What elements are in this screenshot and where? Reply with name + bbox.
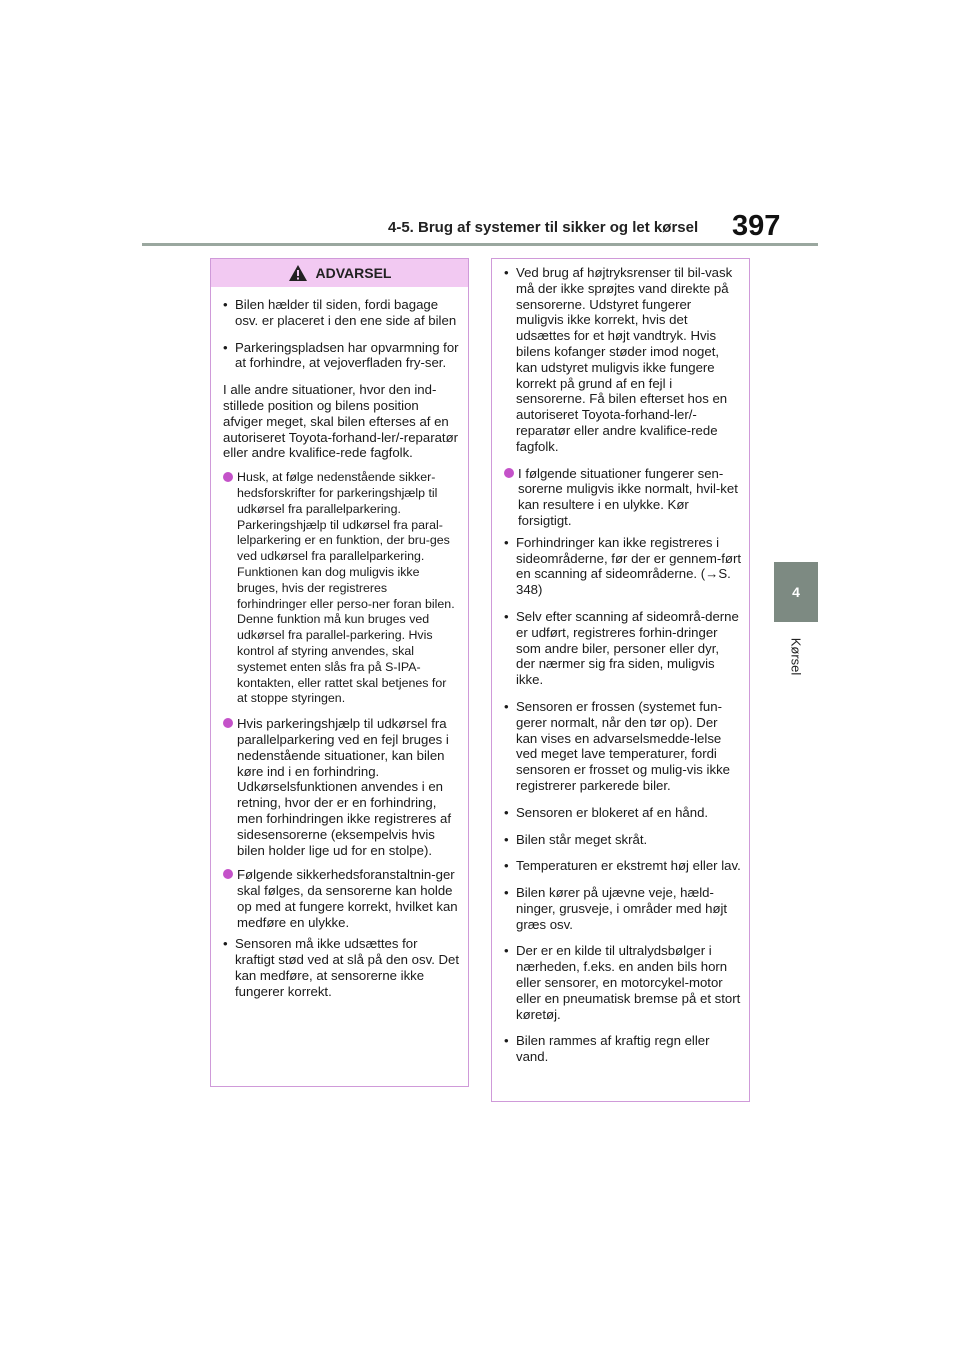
list-item: • Bilen hælder til siden, fordi bagage osv. er placeret i den ene side af bilen — [223, 297, 460, 329]
dot-item — [223, 470, 460, 707]
chapter-label — [781, 632, 811, 680]
list-item: • Bilen kører på ujævne veje, hæld-ninger, grusveje, i områder med højt græs osv. — [504, 885, 741, 932]
section-title: 4-5. Brug af systemer til sikker og let kørsel — [388, 219, 699, 236]
dot-item-text: Hvis parkeringshjælp til udkørsel fra parallelparkering ved en fejl bruges i nedenstående situationer, kan bilen køre ind i en forhindring. Udkørselsfunktionen anvendes i en retning, hvor der er en forhindring, men forhindringen ikke registreres af sidesensorerne (eksempelvis hvis bilen holder lige ud for en stolpe). — [237, 716, 452, 858]
dot-item-text: Husk, at følge nedenstående sikker-hedsforskrifter for parkeringshjælp til udkørsel fra parallelparkering. Parkeringshjælp til udkørsel fra paral-lelparkering er en funktion, der bru-ges ved udkørsel fra parallelparkering. Funktionen kan dog muligvis ikke bruges, hvis der registreres forhindringer eller perso-ner foran bilen. Denne funktion må kun bruges ved udkørsel fra parallel-parkering. Hvis kontrol af styring anvendes, skal systemet enten slås fra på S-IPA-kontakten, eller rattet skal betjenes for at stoppe styringen. — [237, 470, 455, 706]
list-item: • Ved brug af højtryksrenser til bil-vask må der ikke sprøjtes vand direkte på sensorerne. Udstyret fungerer muligvis ikke korrekt, hvis det udsættes for et højt vandtryk. Hvis bilens kofanger støder imod noget, kan udstyret muligvis ikke fungere korrekt på grund af en fejl i sensorerne. Få bilen efterset hos en autoriseret Toyota-forhand-ler/-reparatør eller andre kvalifice-rede fagfolk. — [504, 265, 741, 455]
chapter-number: 4 — [792, 584, 800, 600]
warning-header — [211, 259, 468, 287]
list-item: • Sensoren er blokeret af en hånd. — [504, 805, 741, 821]
list-item: • Sensoren må ikke udsættes for kraftigt stød ved at slå på den osv. Det kan medføre, at sensorerne ikke fungerer korrekt. — [223, 936, 460, 999]
dot-item — [223, 867, 460, 930]
chapter-tab[interactable] — [774, 562, 818, 622]
dot-item — [223, 716, 460, 858]
dot-item — [504, 466, 741, 529]
list-item: • Bilen rammes af kraftig regn eller vand. — [504, 1033, 741, 1065]
warning-title: ADVARSEL — [315, 265, 392, 281]
bullet-dot-icon — [223, 718, 233, 728]
header-divider — [142, 243, 818, 246]
bullet-dot-icon — [504, 468, 514, 478]
continued-warning-box — [491, 258, 750, 1102]
list-item: • Bilen står meget skråt. — [504, 832, 741, 848]
dot-item-text: Følgende sikkerhedsforanstaltnin-ger skal følges, da sensorerne kan holde op med at fungere korrekt, hvilket kan medføre en ulykke. — [237, 867, 458, 930]
list-item: • Sensoren er frossen (systemet fun-gerer normalt, når den tør op). Der kan vises en advarselsmedde-lelse ved meget lave temperaturer, fordi sensoren er frosset og mulig-vis ikke registrerer parkerede biler. — [504, 699, 741, 794]
body-paragraph: I alle andre situationer, hvor den ind-stillede position og bilens position afviger meget, skal bilen efterses af en autoriseret Toyota-forhand-ler/-reparatør eller andre kvalifice-rede fagfolk. — [223, 382, 459, 461]
list-item: • Parkeringspladsen har opvarmning for at forhindre, at vejoverfladen fry-ser. — [223, 340, 460, 372]
page-number: 397 — [732, 210, 781, 242]
list-item: • Temperaturen er ekstremt høj eller lav. — [504, 858, 741, 874]
bullet-dot-icon — [223, 869, 233, 879]
warning-box — [210, 258, 469, 1087]
list-item: • Forhindringer kan ikke registreres i sideområderne, før der er gennem-ført en scanning af sideområderne. (→S. 348) — [504, 535, 741, 598]
dot-item-text: I følgende situationer fungerer sen-sorerne muligvis ikke normalt, hvil-ket kan resultere i en ulykke. Kør forsigtigt. — [518, 465, 738, 528]
warning-triangle-icon — [288, 264, 308, 282]
list-item: • Der er en kilde til ultralydsbølger i nærheden, f.eks. en anden bils horn eller sensorer, en motorcykel-motor eller en pneumatisk bremse på et stort køretøj. — [504, 943, 741, 1022]
bullet-dot-icon — [223, 472, 233, 482]
list-item: • Selv efter scanning af sideområ-derne er udført, registreres forhin-dringer som andre biler, personer eller dyr, der nærmer sig fra siden, muligvis ikke. — [504, 609, 741, 688]
chapter-label-text: Kørsel — [788, 637, 804, 675]
